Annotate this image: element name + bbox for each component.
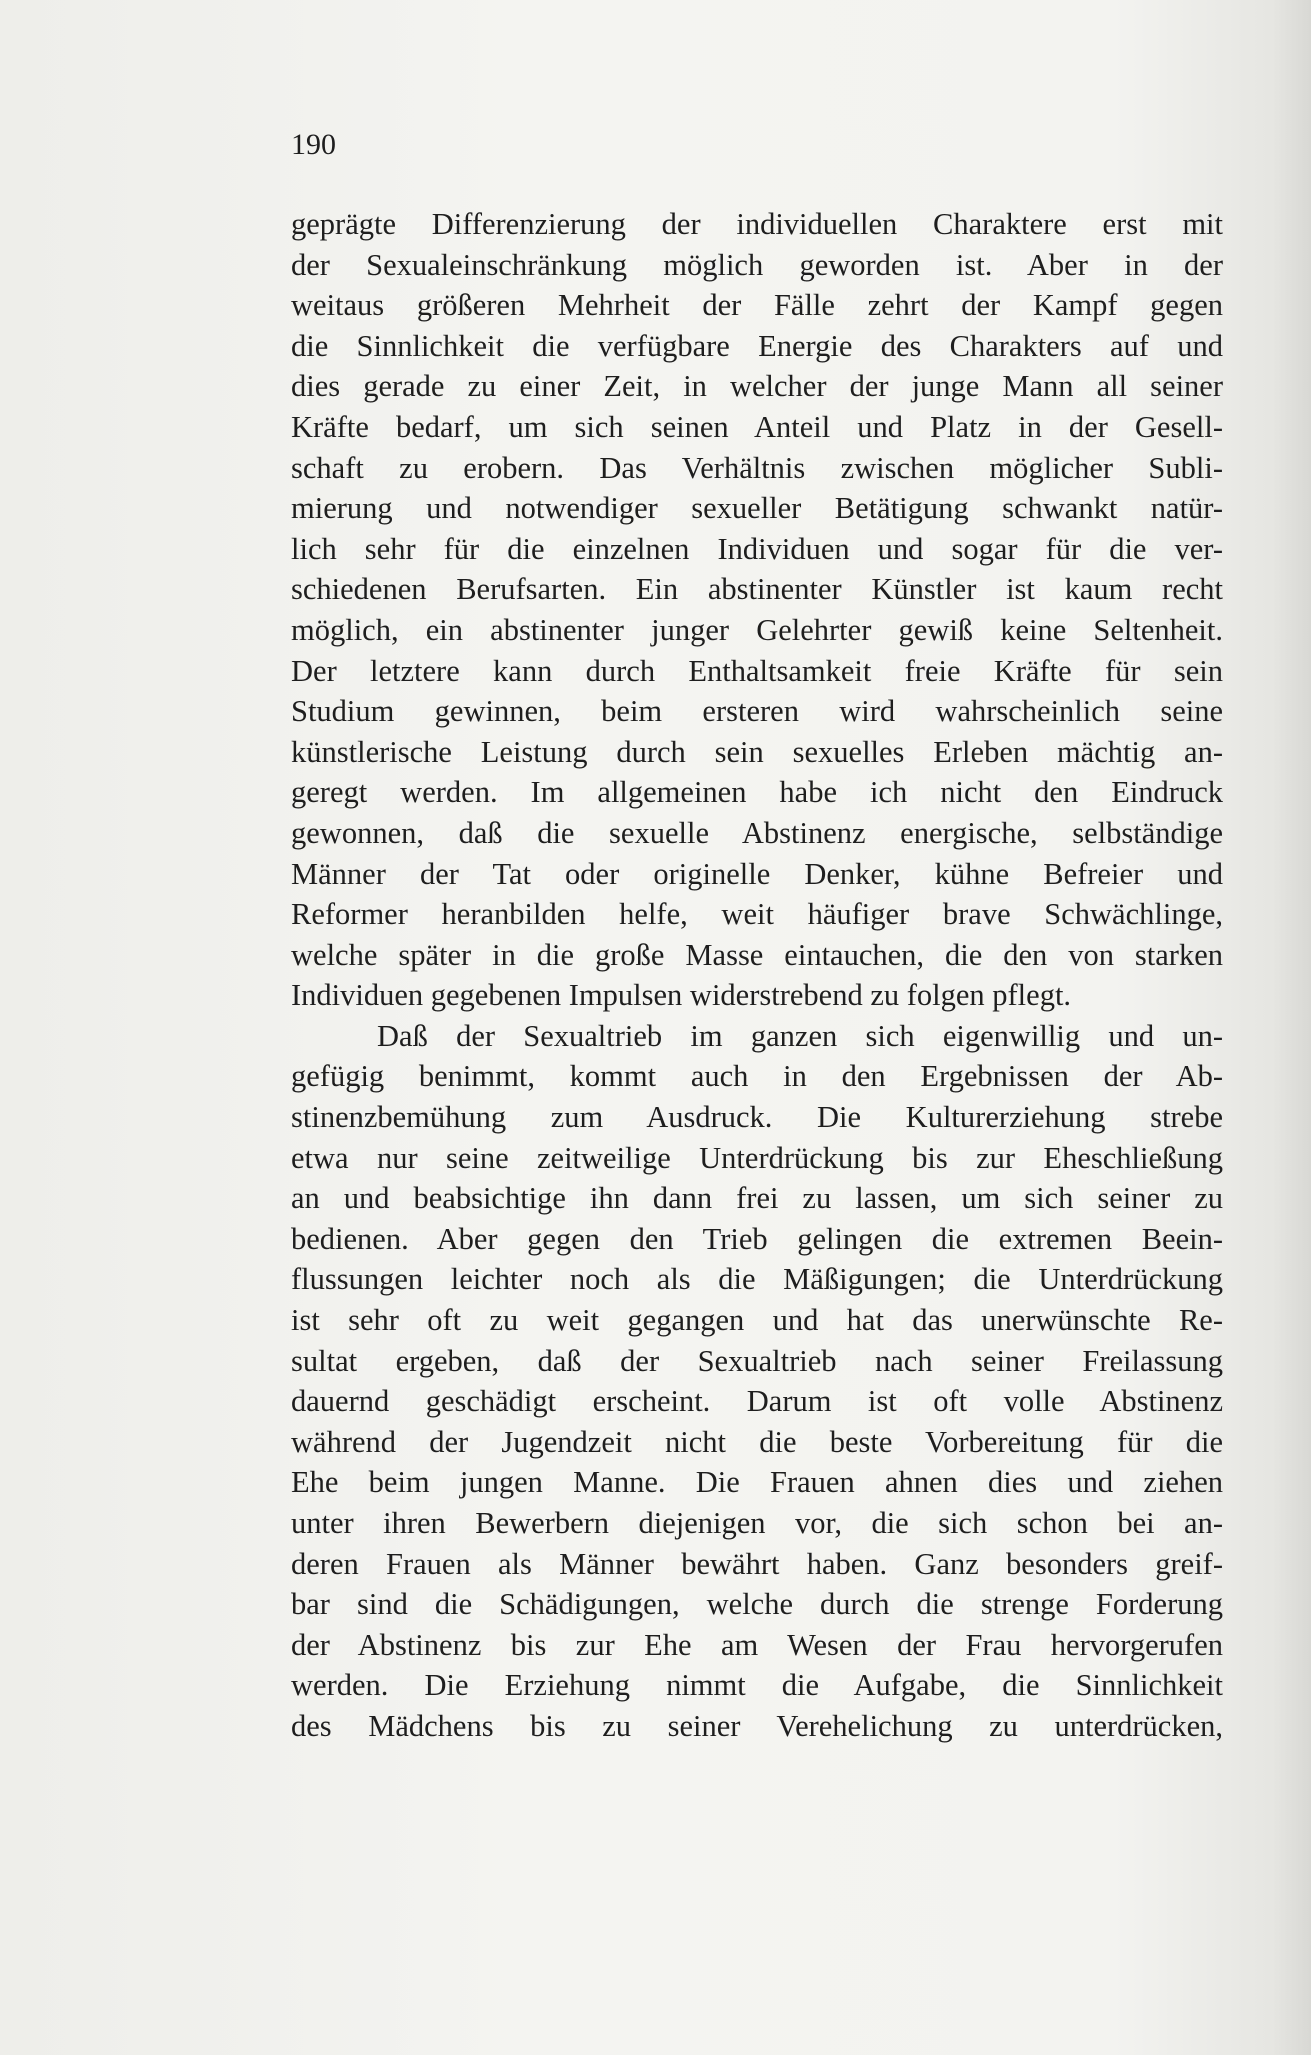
text-line: Reformer heranbilden helfe, weit häufiger brave Schwächlinge, (291, 897, 1223, 932)
text-line: Männer der Tat oder originelle Denker, kühne Befreier und (291, 856, 1223, 891)
text-line: Ehe beim jungen Manne. Die Frauen ahnen dies und ziehen (291, 1465, 1223, 1500)
text-line: künstlerische Leistung durch sein sexuelles Erleben mächtig an- (291, 734, 1223, 769)
text-line: Kräfte bedarf, um sich seinen Anteil und Platz in der Gesell- (291, 409, 1223, 444)
text-line: dies gerade zu einer Zeit, in welcher der junge Mann all seiner (291, 369, 1223, 404)
text-line: geprägte Differenzierung der individuellen Charaktere erst mit (291, 207, 1223, 241)
text-line: sultat ergeben, daß der Sexualtrieb nach seiner Freilassung (291, 1343, 1223, 1378)
text-line: schaft zu erobern. Das Verhältnis zwischen möglicher Subli- (291, 450, 1223, 485)
text-line: geregt werden. Im allgemeinen habe ich nicht den Eindruck (291, 775, 1223, 810)
text-line: der Sexualeinschränkung möglich geworden ist. Aber in der (291, 247, 1223, 282)
text-line: etwa nur seine zeitweilige Unterdrückung bis zur Eheschließung (291, 1140, 1223, 1175)
text-line: Studium gewinnen, beim ersteren wird wahrscheinlich seine (291, 694, 1223, 729)
text-line: Daß der Sexualtrieb im ganzen sich eigenwillig und un- (377, 1018, 1223, 1053)
text-line: ist sehr oft zu weit gegangen und hat das unerwünschte Re- (291, 1303, 1223, 1338)
text-line: gewonnen, daß die sexuelle Abstinenz energische, selbständige (291, 815, 1223, 850)
text-line: deren Frauen als Männer bewährt haben. Ganz besonders greif- (291, 1546, 1223, 1581)
text-line: werden. Die Erziehung nimmt die Aufgabe, die Sinnlichkeit (291, 1668, 1223, 1703)
text-line: weitaus größeren Mehrheit der Fälle zehrt der Kampf gegen (291, 288, 1223, 323)
text-line: an und beabsichtige ihn dann frei zu lassen, um sich seiner zu (291, 1181, 1223, 1216)
text-line: der Abstinenz bis zur Ehe am Wesen der Frau hervorgerufen (291, 1627, 1223, 1662)
text-line: möglich, ein abstinenter junger Gelehrter gewiß keine Seltenheit. (291, 612, 1223, 647)
text-line: flussungen leichter noch als die Mäßigungen; die Unterdrückung (291, 1262, 1223, 1297)
text-line: bar sind die Schädigungen, welche durch die strenge Forderung (291, 1587, 1223, 1622)
text-line: dauernd geschädigt erscheint. Darum ist oft volle Abstinenz (291, 1384, 1223, 1419)
text-line: Individuen gegebenen Impulsen widerstrebend zu folgen pflegt. (291, 978, 1072, 1013)
text-line: die Sinnlichkeit die verfügbare Energie des Charakters auf und (291, 328, 1223, 363)
text-line: Der letztere kann durch Enthaltsamkeit freie Kräfte für sein (291, 653, 1223, 688)
text-line: lich sehr für die einzelnen Individuen und sogar für die ver- (291, 531, 1223, 566)
text-line: des Mädchens bis zu seiner Verehelichung zu unterdrücken, (291, 1708, 1223, 1743)
text-line: mierung und notwendiger sexueller Betätigung schwankt natür- (291, 491, 1223, 526)
text-line: schiedenen Berufsarten. Ein abstinenter Künstler ist kaum recht (291, 572, 1223, 607)
page-number: 190 (291, 128, 336, 161)
text-line: während der Jugendzeit nicht die beste Vorbereitung für die (291, 1424, 1223, 1459)
text-line: bedienen. Aber gegen den Trieb gelingen die extremen Beein- (291, 1221, 1223, 1256)
text-line: gefügig benimmt, kommt auch in den Ergebnissen der Ab- (291, 1059, 1223, 1094)
text-line: unter ihren Bewerbern diejenigen vor, die sich schon bei an- (291, 1506, 1223, 1540)
body-text (291, 204, 1223, 1747)
text-line: stinenzbemühung zum Ausdruck. Die Kulturerziehung strebe (291, 1100, 1223, 1135)
text-line: welche später in die große Masse eintauchen, die den von starken (291, 937, 1223, 972)
